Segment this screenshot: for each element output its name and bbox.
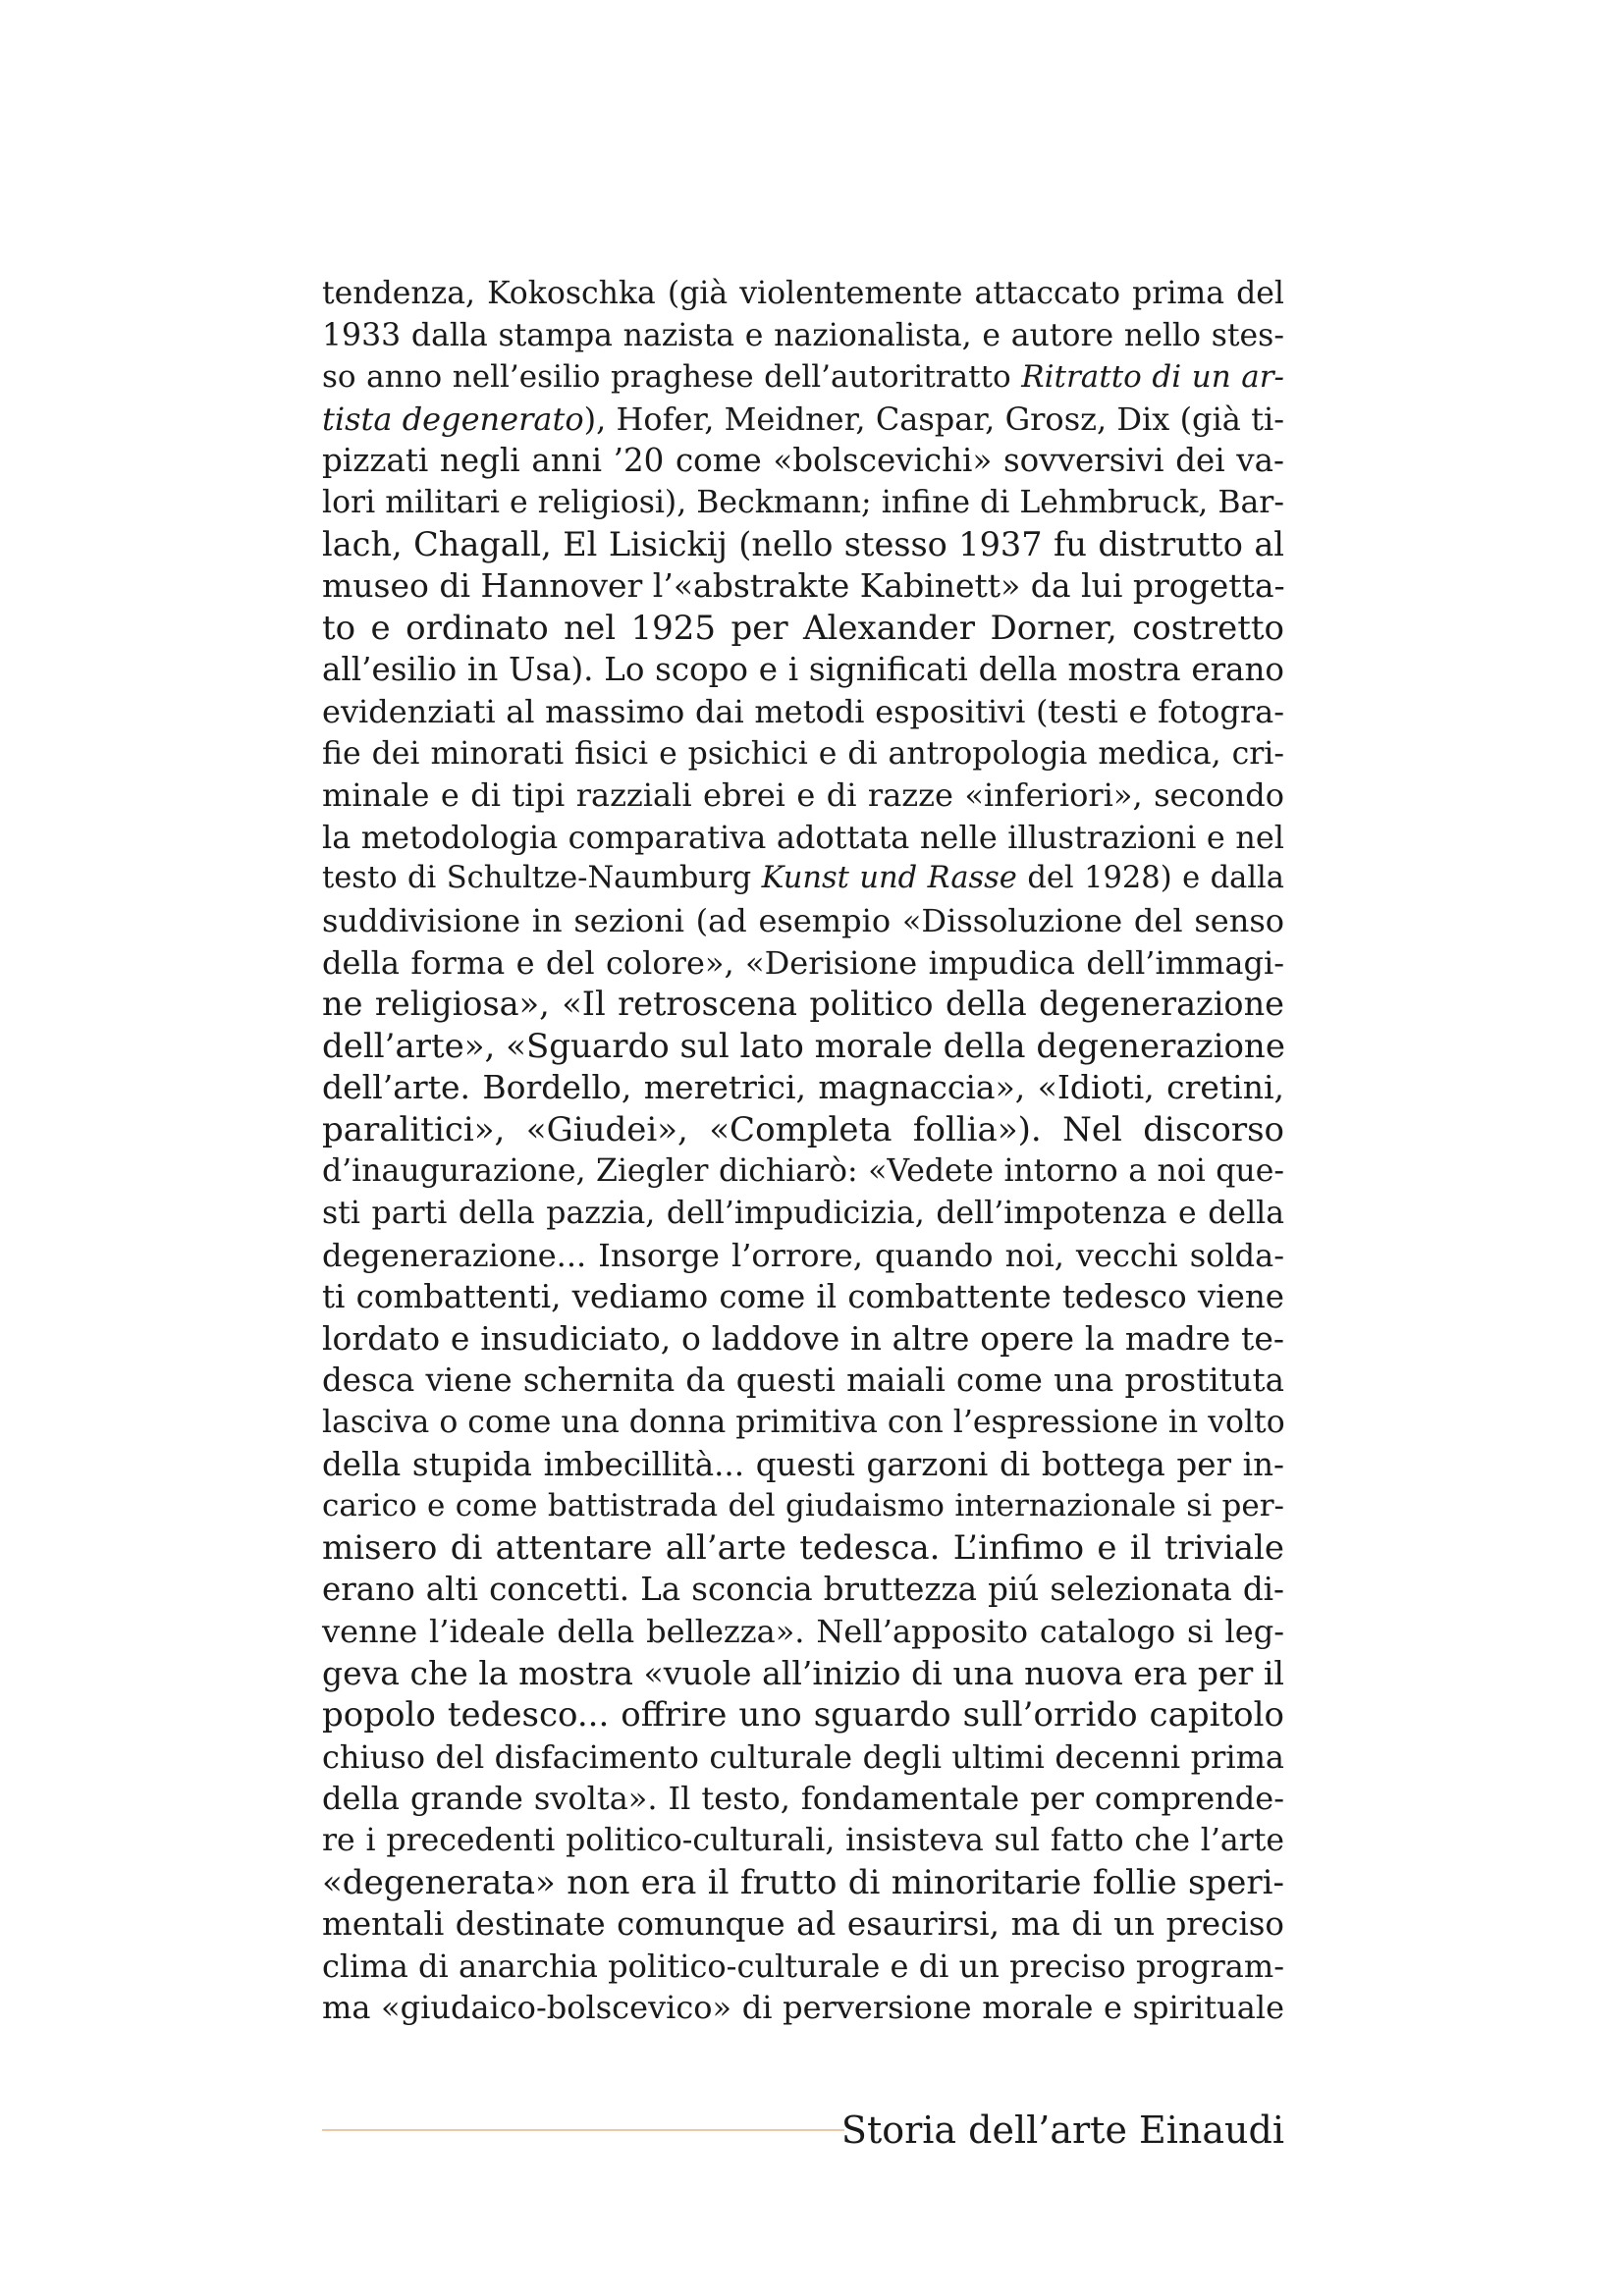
- text-segment: popolo tedesco... offrire uno sguardo sull’orrido capitolo: [322, 1695, 1284, 1735]
- text-line: [322, 1402, 1284, 1444]
- text-line: [322, 565, 1284, 608]
- text-segment: museo di Hannover l’«abstrakte Kabinett» da lui progetta-: [322, 566, 1285, 606]
- text-line: [322, 1150, 1284, 1193]
- text-segment: 1933 dalla stampa nazista e nazionalista, e autore nello stes-: [322, 317, 1284, 353]
- text-line: [322, 1026, 1284, 1068]
- text-line: [322, 1067, 1284, 1109]
- text-segment: degenerazione... Insorge l’orrore, quando noi, vecchi solda-: [322, 1236, 1284, 1274]
- text-segment: re i precedenti politico-culturali, insisteva sul fatto che l’arte: [322, 1822, 1284, 1858]
- text-segment: tendenza, Kokoschka (già violentemente attaccato prima del: [322, 276, 1284, 311]
- text-segment: lach, Chagall, El Lisickij (nello stesso 1937 fu distrutto al: [322, 524, 1284, 563]
- text-line: [322, 1903, 1284, 1946]
- text-segment: della grande svolta». Il testo, fondamentale per comprende-: [322, 1780, 1284, 1818]
- text-line: [322, 608, 1284, 650]
- text-segment: pizzati negli anni ’20 come «bolscevichi» sovversivi dei va-: [322, 442, 1284, 480]
- text-segment: testo di Schultze-Naumburg: [322, 861, 762, 896]
- text-segment: ti combattenti, vediamo come il combattente tedesco viene: [322, 1278, 1284, 1316]
- text-segment: della forma e del colore», «Derisione impudica dell’immagi-: [322, 943, 1284, 982]
- text-segment: lordato e insudiciato, o laddove in altre opere la madre te-: [322, 1318, 1284, 1358]
- text-line: [322, 1235, 1284, 1277]
- text-segment: dell’arte. Bordello, meretrici, magnaccia», «Idioti, cretini,: [322, 1068, 1284, 1107]
- text-line: [322, 1318, 1284, 1361]
- text-line: [322, 524, 1284, 566]
- text-segment: suddivisione in sezioni (ad esempio «Dissoluzione del senso: [322, 901, 1284, 939]
- text-segment: «degenerata» non era il frutto di minoritarie follie speri-: [322, 1862, 1284, 1902]
- italic-title: Ritratto di un ar-: [1021, 359, 1285, 396]
- text-segment: erano alti concetti. La sconcia bruttezza piú selezionata di-: [322, 1571, 1284, 1609]
- text-segment: ne religiosa», «Il retroscena politico della degenerazione: [322, 985, 1284, 1024]
- text-segment: ), Hofer, Meidner, Caspar, Grosz, Dix (già ti-: [583, 400, 1285, 438]
- text-segment: all’esilio in Usa). Lo scopo e i significati della mostra erano: [322, 651, 1284, 689]
- body-text: [322, 273, 1284, 2029]
- text-segment: sti parti della pazzia, dell’impudicizia, dell’impotenza e della: [322, 1196, 1284, 1232]
- text-line: [322, 691, 1284, 733]
- text-line: [322, 1946, 1284, 1988]
- text-segment: della stupida imbecillità... questi garzoni di bottega per in-: [322, 1445, 1284, 1483]
- text-line: [322, 1193, 1284, 1235]
- text-line: [322, 1987, 1284, 2029]
- text-segment: desca viene schernita da questi maiali come una prostituta: [322, 1362, 1284, 1400]
- text-line: [322, 273, 1284, 315]
- text-line: [322, 649, 1284, 691]
- text-line: [322, 984, 1284, 1026]
- text-segment: del 1928) e dalla: [1016, 861, 1284, 896]
- text-segment: so anno nell’esilio praghese dell’autoritratto: [322, 359, 1022, 396]
- text-line: [322, 1862, 1284, 1904]
- italic-title: Kunst und Rasse: [761, 861, 1017, 896]
- text-segment: paralitici», «Giudei», «Completa follia»). Nel discorso: [322, 1109, 1284, 1149]
- text-segment: evidenziati al massimo dai metodi espositivi (testi e fotogra-: [322, 692, 1284, 730]
- text-segment: geva che la mostra «vuole all’inizio di una nuova era per il: [322, 1653, 1284, 1692]
- text-line: [322, 1485, 1284, 1527]
- footer-rule: [322, 2129, 844, 2131]
- footer-label: Storia dell’arte Einaudi: [840, 2109, 1284, 2152]
- text-segment: d’inaugurazione, Ziegler dichiarò: «Vedete intorno a noi que-: [322, 1153, 1284, 1190]
- text-segment: dell’arte», «Sguardo sul lato morale della degenerazione: [322, 1026, 1285, 1066]
- text-line: [322, 399, 1284, 441]
- text-line: [322, 482, 1284, 524]
- text-line: [322, 858, 1284, 900]
- text-line: [322, 1736, 1284, 1779]
- text-line: [322, 1611, 1284, 1653]
- text-line: [322, 1653, 1284, 1695]
- text-segment: minale e di tipi razziali ebrei e di razze «inferiori», secondo: [322, 776, 1284, 815]
- text-segment: to e ordinato nel 1925 per Alexander Dorner, costretto: [322, 608, 1284, 648]
- text-segment: ma «giudaico-bolscevico» di perversione morale e spirituale: [322, 1989, 1284, 2027]
- text-line: [322, 440, 1284, 482]
- text-segment: lasciva o come una donna primitiva con l’espressione in volto: [322, 1405, 1285, 1441]
- text-segment: fie dei minorati fisici e psichici e di antropologia medica, cri-: [322, 735, 1284, 772]
- text-segment: venne l’ideale della bellezza». Nell’apposito catalogo si leg-: [322, 1613, 1284, 1650]
- text-line: [322, 1694, 1284, 1736]
- text-segment: misero di attentare all’arte tedesca. L’infimo e il triviale: [322, 1527, 1284, 1568]
- text-segment: carico e come battistrada del giudaismo internazionale si per-: [322, 1488, 1284, 1524]
- text-segment: la metodologia comparativa adottata nelle illustrazioni e nel: [322, 818, 1284, 856]
- text-line: [322, 774, 1284, 817]
- text-line: [322, 942, 1284, 985]
- text-line: [322, 1820, 1284, 1862]
- italic-title: tista degenerato: [322, 400, 584, 438]
- text-segment: lori militari e religiosi), Beckmann; infine di Lehmbruck, Bar-: [322, 484, 1284, 520]
- text-segment: clima di anarchia politico-culturale e di un preciso program-: [322, 1947, 1284, 1985]
- text-segment: chiuso del disfacimento culturale degli ultimi decenni prima: [322, 1737, 1284, 1776]
- text-line: [322, 900, 1284, 942]
- text-line: [322, 1527, 1284, 1570]
- text-segment: mentali destinate comunque ad esaurirsi, ma di un preciso: [322, 1905, 1284, 1944]
- text-line: [322, 315, 1284, 357]
- text-line: [322, 1276, 1284, 1318]
- text-line: [322, 1444, 1284, 1486]
- text-line: [322, 1360, 1284, 1402]
- text-line: [322, 1778, 1284, 1820]
- text-line: [322, 1109, 1284, 1151]
- text-line: [322, 1569, 1284, 1611]
- text-line: [322, 817, 1284, 859]
- text-line: [322, 733, 1284, 775]
- text-line: [322, 356, 1284, 399]
